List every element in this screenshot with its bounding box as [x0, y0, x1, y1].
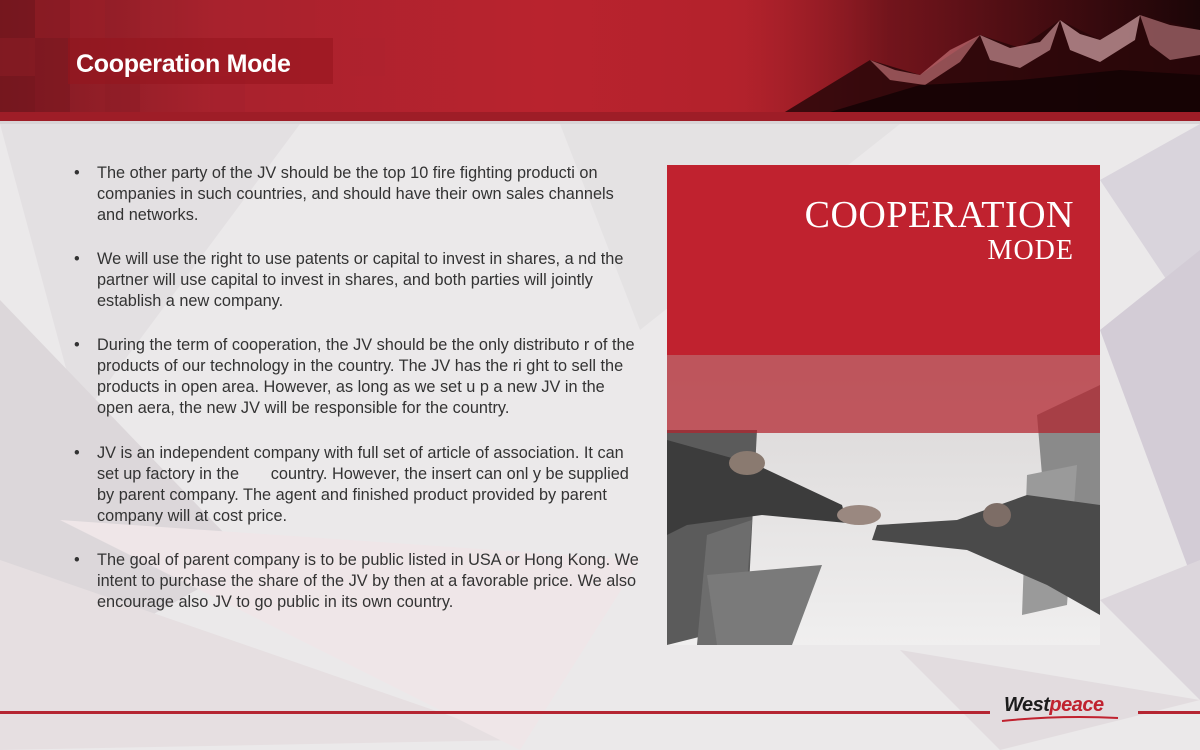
bullet-marker: • — [74, 551, 80, 569]
westpeace-logo: Westpeace — [1004, 694, 1104, 716]
bullet-item — [72, 335, 644, 419]
handshake-photo — [667, 355, 1100, 645]
logo-swoosh — [1000, 715, 1120, 725]
bullet-item — [72, 443, 644, 527]
header-divider — [0, 112, 1200, 121]
footer-line-right — [1138, 711, 1200, 714]
bullet-text: We will use the right to use patents or capital to invest in shares, a nd the partner will use capital to invest in shares, and both parties will jointly establish a new company. — [97, 250, 624, 310]
panel-red-block — [667, 165, 1100, 355]
bullet-marker: • — [74, 164, 80, 182]
bullet-text: JV is an independent company with full set of article of association. It can set up factory in the country. However, the insert can onl y be supplied by parent company. The agent and finished product provided by parent company will at cost price. — [97, 444, 634, 525]
bullet-item — [72, 163, 644, 226]
bullet-item — [72, 249, 644, 312]
panel-subtitle: MODE — [987, 235, 1074, 266]
bullet-text: The goal of parent company is to be public listed in USA or Hong Kong. We intent to purchase the share of the JV by then at a favorable price. We also encourage also JV to go public in its own country. — [97, 551, 639, 611]
footer-line-left — [0, 711, 990, 714]
panel-title: COOPERATION — [804, 194, 1074, 236]
bullet-list — [72, 163, 644, 636]
bullet-marker: • — [74, 250, 80, 268]
page-title: Cooperation Mode — [76, 50, 291, 78]
bullet-text: The other party of the JV should be the top 10 fire fighting producti on companies in such countries, and should have their own sales channels and networks. — [97, 164, 614, 224]
bullet-marker: • — [74, 444, 80, 462]
bullet-item — [72, 550, 644, 613]
header-divider-light — [0, 121, 1200, 124]
bullet-text: During the term of cooperation, the JV should be the only distributo r of the products of our technology in the country. The JV has the ri ght to sell the products in open area. However, as long as we set u p a new JV in the open aera, the new JV will be responsible for the country. — [97, 336, 635, 417]
mountain-image — [720, 0, 1200, 115]
bullet-marker: • — [74, 336, 80, 354]
cover-panel — [667, 165, 1100, 645]
